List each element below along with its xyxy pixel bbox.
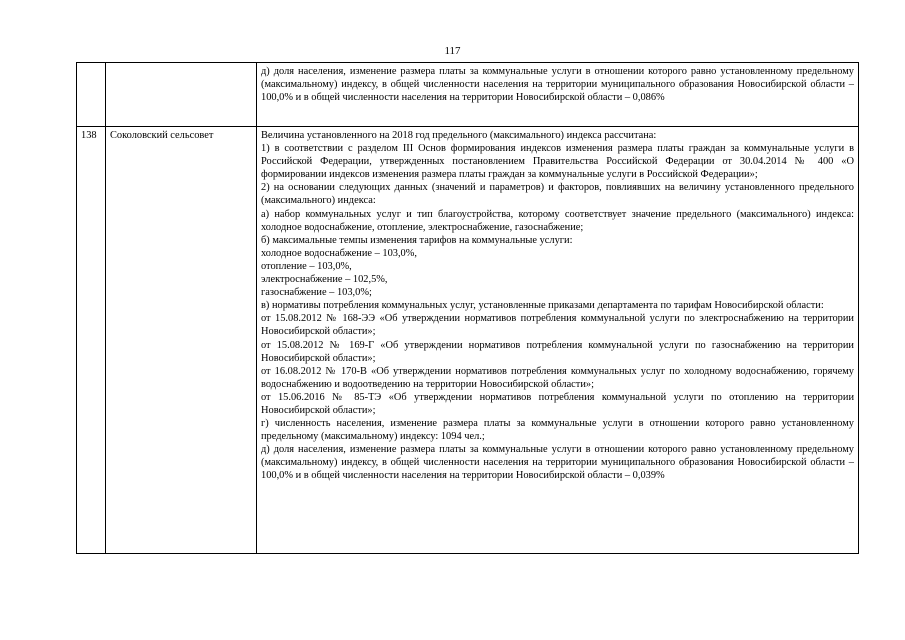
table-row [77,127,859,554]
description-line: отопление – 103,0%, [261,260,352,272]
description-line: от 15.06.2016 № 85-ТЭ «Об утверждении нормативов потребления коммунальной услуги по отоплению на территории Новосибирской области»; [261,391,854,416]
description-line: газоснабжение – 103,0%; [261,287,372,299]
description-line: электроснабжение – 102,5%, [261,274,388,286]
description-line: д) доля населения, изменение размера платы за коммунальные услуги в отношении которого равно установленному предельному (максимальному) индексу, в общей численности населения на территории муниципального образования Новосибирской области – 100,0% и в общей численности населения на территории Новосибирской области – 0,086% [261,66,854,104]
description-line: д) доля населения, изменение размера платы за коммунальные услуги в отношении которого равно установленному предельному (максимальному) индексу, в общей численности населения на территории муниципального образования Новосибирской области – 100,0% и в общей численности населения на территории Новосибирской области – 0,039% [261,444,854,482]
municipality-name-cell [106,63,257,127]
description-cell [257,127,859,554]
description-line: от 15.08.2012 № 168-ЭЭ «Об утверждении нормативов потребления коммунальной услуги по электроснабжению на территории Новосибирской области»; [261,313,854,338]
row-number-cell: 138 [77,127,106,554]
description-line: а) набор коммунальных услуг и тип благоустройства, которому соответствует значение предельного (максимального) индекса: холодное водоснабжение, отопление, электроснабжение, газоснабжение; [261,208,854,233]
description-cell [257,63,859,127]
description-line: от 16.08.2012 № 170-В «Об утверждении нормативов потребления коммунальных услуг по холодному водоснабжению, горячему водоснабжению и водоотведению на территории Новосибирской области»; [261,365,854,390]
document-table [76,62,859,554]
description-line: г) численность населения, изменение размера платы за коммунальные услуги в отношении которого равно установленному предельному (максимальному) индексу: 1094 чел.; [261,418,854,443]
description-line: 2) на основании следующих данных (значений и параметров) и факторов, повлиявших на величину установленного предельного (максимального) индекса: [261,182,854,207]
row-number-cell [77,63,106,127]
page-number: 117 [444,45,461,57]
municipality-name-cell: Соколовский сельсовет [106,127,257,554]
table-row [77,63,859,127]
description-line: б) максимальные темпы изменения тарифов на коммунальные услуги: [261,234,573,246]
description-line: Величина установленного на 2018 год предельного (максимального) индекса рассчитана: [261,130,657,141]
description-line: от 15.08.2012 № 169-Г «Об утверждении нормативов потребления коммунальной услуги по газоснабжению на территории Новосибирской области»; [261,339,854,364]
description-line: 1) в соответствии с разделом III Основ формирования индексов изменения размера платы граждан за коммунальные услуги в Российской Федерации, утвержденных постановлением Правительства Российской Федерации от 30.04.2014 № 400 «О формировании индексов изменения размера платы граждан за коммунальные услуги в Российской Федерации»; [261,143,854,181]
description-line: холодное водоснабжение – 103,0%, [261,247,418,259]
description-line: в) нормативы потребления коммунальных услуг, установленные приказами департамента по тарифам Новосибирской области: [261,300,824,312]
